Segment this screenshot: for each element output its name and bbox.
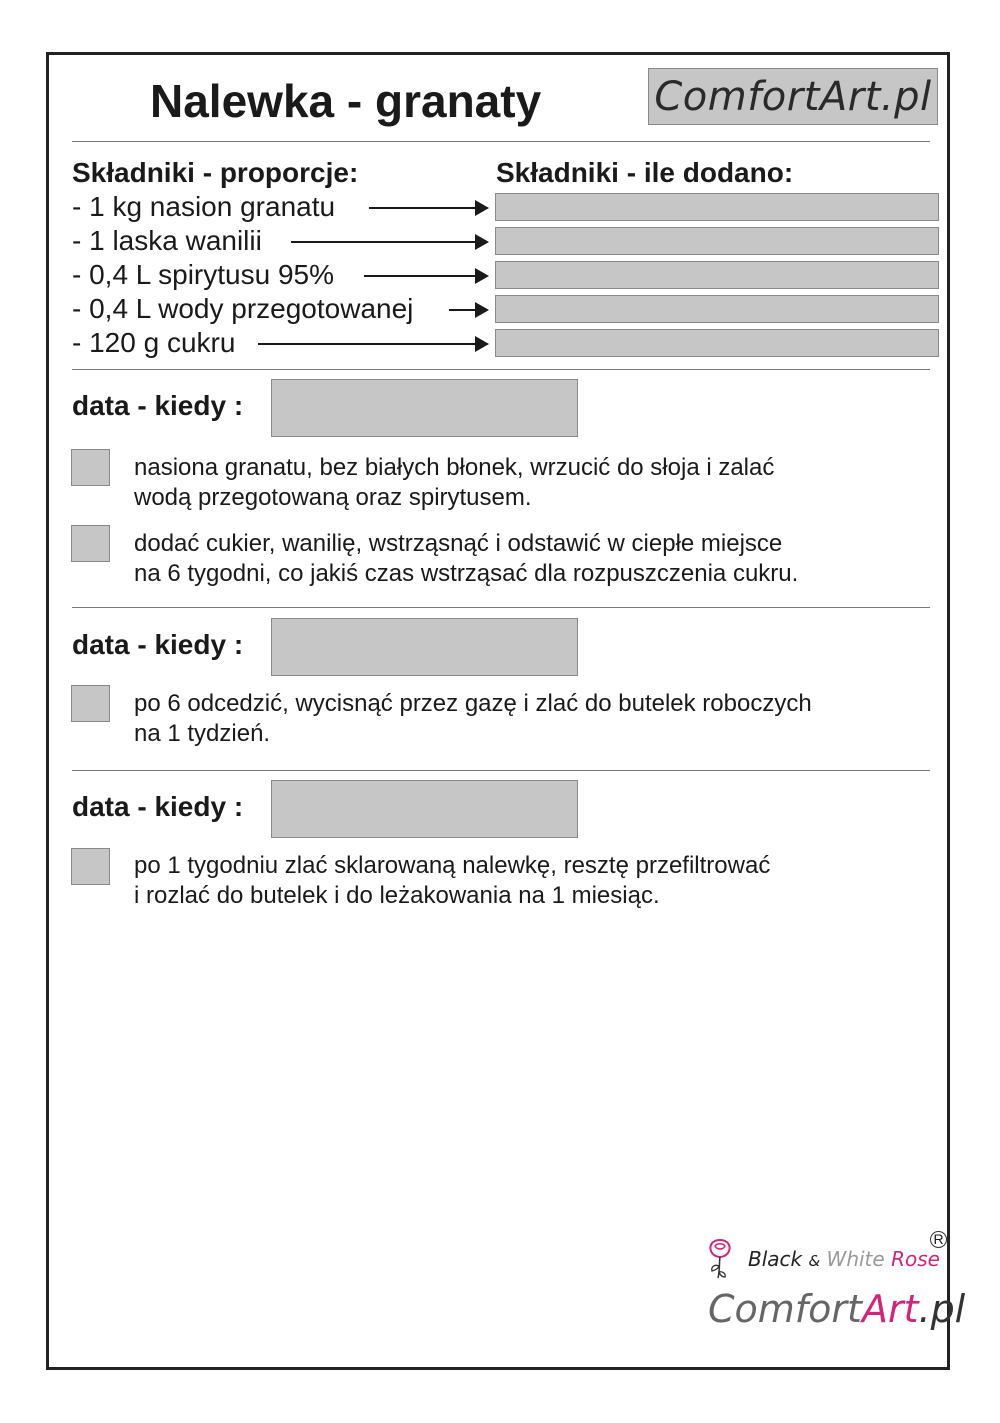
ingredient-added-field[interactable] [495, 193, 939, 221]
page-title: Nalewka - granaty [150, 75, 542, 127]
ingredient-item: - 1 kg nasion granatu [72, 191, 336, 222]
date-field[interactable] [271, 379, 578, 437]
ingredient-added-field[interactable] [495, 295, 939, 323]
comfortart-logo: ComfortArt.pl [708, 1287, 966, 1331]
step-text: po 1 tygodniu zlać sklarowaną nalewkę, resztę przefiltrować i rozlać do butelek i do leżakowania na 1 miesiąc. [134, 852, 771, 909]
step-text: po 6 odcedzić, wycisnąć przez gazę i zlać do butelek roboczych na 1 tydzień. [134, 690, 812, 747]
rose-icon [705, 1236, 735, 1282]
date-label: data - kiedy : [72, 629, 244, 660]
arrow-icon [364, 275, 487, 277]
ingredient-item: - 0,4 L spirytusu 95% [72, 259, 334, 290]
arrow-icon [258, 343, 487, 345]
step-text: dodać cukier, wanilię, wstrząsnąć i odstawić w ciepłe miejsce na 6 tygodni, co jakiś czas wstrząsać dla rozpuszczenia cukru. [134, 530, 799, 587]
step-text: nasiona granatu, bez białych błonek, wrzucić do słoja i zalać wodą przegotowaną oraz spirytusem. [134, 454, 775, 511]
divider [72, 369, 930, 370]
date-field[interactable] [271, 618, 578, 676]
divider [72, 141, 930, 142]
step-checkbox[interactable] [71, 848, 110, 885]
step-checkbox[interactable] [71, 685, 110, 722]
ingredient-item: - 1 laska wanilii [72, 225, 262, 256]
ingredient-added-field[interactable] [495, 329, 939, 357]
date-label: data - kiedy : [72, 791, 244, 822]
divider [72, 770, 930, 771]
ingredient-added-field[interactable] [495, 261, 939, 289]
date-field[interactable] [271, 780, 578, 838]
brand-box: ComfortArt.pl [648, 68, 938, 125]
divider [72, 607, 930, 608]
arrow-icon [291, 241, 487, 243]
ingredients-added-heading: Składniki - ile dodano: [496, 157, 794, 188]
ingredient-item: - 0,4 L wody przegotowanej [72, 293, 414, 324]
ingredient-item: - 120 g cukru [72, 327, 236, 358]
ingredients-proportions-heading: Składniki - proporcje: [72, 157, 359, 188]
date-label: data - kiedy : [72, 390, 244, 421]
ingredient-added-field[interactable] [495, 227, 939, 255]
step-checkbox[interactable] [71, 525, 110, 562]
black-white-rose-logo: Black & White Rose [748, 1247, 940, 1271]
registered-icon: R [930, 1231, 947, 1248]
arrow-icon [449, 309, 487, 311]
step-checkbox[interactable] [71, 449, 110, 486]
arrow-icon [369, 207, 487, 209]
